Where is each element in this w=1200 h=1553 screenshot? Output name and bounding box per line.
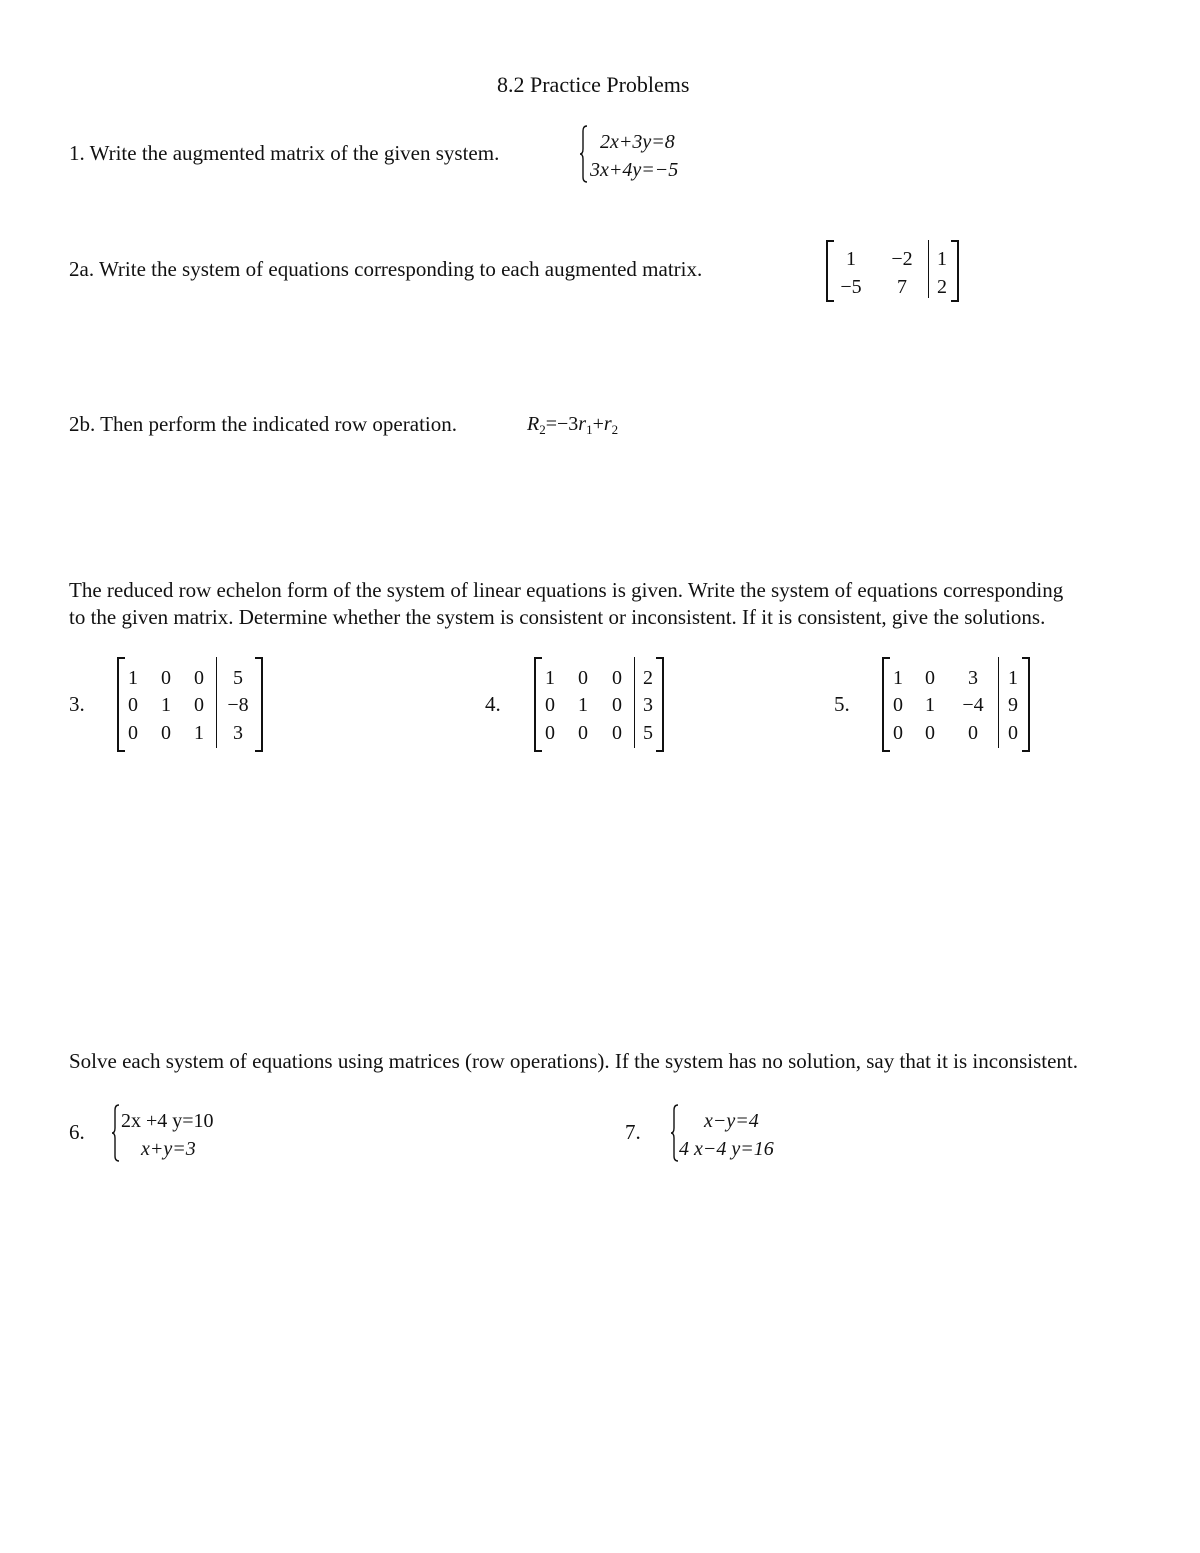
left-brace-icon — [112, 1104, 120, 1162]
matrix-cell: 0 — [194, 667, 204, 689]
matrix-cell: 0 — [161, 722, 171, 744]
matrix-cell: −5 — [840, 276, 862, 298]
matrix-cell: 0 — [893, 722, 903, 744]
matrix-cell: 0 — [545, 694, 555, 716]
problem-1-text: 1. Write the augmented matrix of the given system. — [69, 141, 500, 165]
matrix-cell: 1 — [893, 667, 903, 689]
matrix-cell: 5 — [643, 722, 653, 744]
problem-6-equation-2: x+y=3 — [141, 1138, 196, 1160]
matrix-cell: 0 — [161, 667, 171, 689]
matrix-cell: 2 — [643, 667, 653, 689]
matrix-cell: 0 — [612, 722, 622, 744]
augment-bar — [998, 657, 999, 748]
problem-3-label: 3. — [69, 692, 85, 716]
problem-1-equation-1: 2x+3y=8 — [600, 131, 675, 153]
matrix-cell: −8 — [227, 694, 249, 716]
matrix-cell: 3 — [643, 694, 653, 716]
problem-2a-matrix — [826, 240, 959, 298]
matrix-cell: 0 — [578, 667, 588, 689]
page-title: 8.2 Practice Problems — [497, 72, 690, 97]
matrix-cell: −4 — [962, 694, 984, 716]
problem-3-matrix — [117, 657, 263, 748]
matrix-cell: 9 — [1008, 694, 1018, 716]
matrix-cell: 0 — [128, 722, 138, 744]
left-brace-icon — [580, 125, 588, 183]
matrix-cell: 3 — [233, 722, 243, 744]
matrix-cell: 0 — [128, 694, 138, 716]
matrix-cell: 1 — [937, 248, 947, 270]
matrix-cell: 0 — [925, 722, 935, 744]
matrix-cell: −2 — [891, 248, 913, 270]
matrix-cell: 3 — [968, 667, 978, 689]
matrix-cell: 1 — [161, 694, 171, 716]
solve-instructions: Solve each system of equations using matrices (row operations). If the system has no solution, say that it is inconsistent. — [69, 1049, 1078, 1073]
matrix-cell: 7 — [897, 276, 907, 298]
matrix-cell: 1 — [545, 667, 555, 689]
problem-4-matrix — [534, 657, 664, 748]
matrix-cell: 0 — [968, 722, 978, 744]
rref-instructions: The reduced row echelon form of the system of linear equations is given. Write the system of equations corresponding to the given matrix. Determine whether the system is consistent or inconsistent. If it is consistent, give the solutions. — [69, 578, 1064, 629]
problem-1-equation-2: 3x+4y=−5 — [590, 159, 679, 181]
augment-bar — [928, 240, 929, 298]
matrix-cell: 1 — [578, 694, 588, 716]
matrix-cell: 0 — [194, 694, 204, 716]
problem-1-system — [580, 125, 720, 183]
left-brace-icon — [671, 1104, 679, 1162]
problem-2a-text: 2a. Write the system of equations corresponding to each augmented matrix. — [69, 257, 703, 281]
problem-5-label: 5. — [834, 692, 850, 716]
matrix-cell: 1 — [1008, 667, 1018, 689]
matrix-cell: 0 — [893, 694, 903, 716]
problem-7-equation-2: 4 x−4 y=16 — [679, 1138, 774, 1160]
matrix-cell: 0 — [612, 694, 622, 716]
augment-bar — [634, 657, 635, 748]
problem-7-equation-1: x−y=4 — [704, 1110, 759, 1132]
row-operation: $R_2=-3r_1+r_2$ — [527, 413, 619, 437]
problem-7-system — [671, 1104, 821, 1162]
problem-6-equation-1: 2x +4 y=10 — [121, 1110, 214, 1132]
matrix-cell: 0 — [925, 667, 935, 689]
matrix-cell: 1 — [846, 248, 856, 270]
matrix-cell: 5 — [233, 667, 243, 689]
matrix-cell: 0 — [578, 722, 588, 744]
matrix-cell: 0 — [1008, 722, 1018, 744]
problem-4-label: 4. — [485, 692, 501, 716]
matrix-cell: 0 — [612, 667, 622, 689]
matrix-cell: 0 — [545, 722, 555, 744]
matrix-cell: 1 — [194, 722, 204, 744]
augment-bar — [216, 657, 217, 748]
matrix-cell: 1 — [128, 667, 138, 689]
problem-7-label: 7. — [625, 1120, 641, 1144]
matrix-cell: 2 — [937, 276, 947, 298]
problem-6-system — [112, 1104, 252, 1162]
problem-5-matrix — [882, 657, 1030, 748]
problem-2b-text: 2b. Then perform the indicated row operation. — [69, 412, 457, 436]
matrix-cell: 1 — [925, 694, 935, 716]
problem-6-label: 6. — [69, 1120, 85, 1144]
